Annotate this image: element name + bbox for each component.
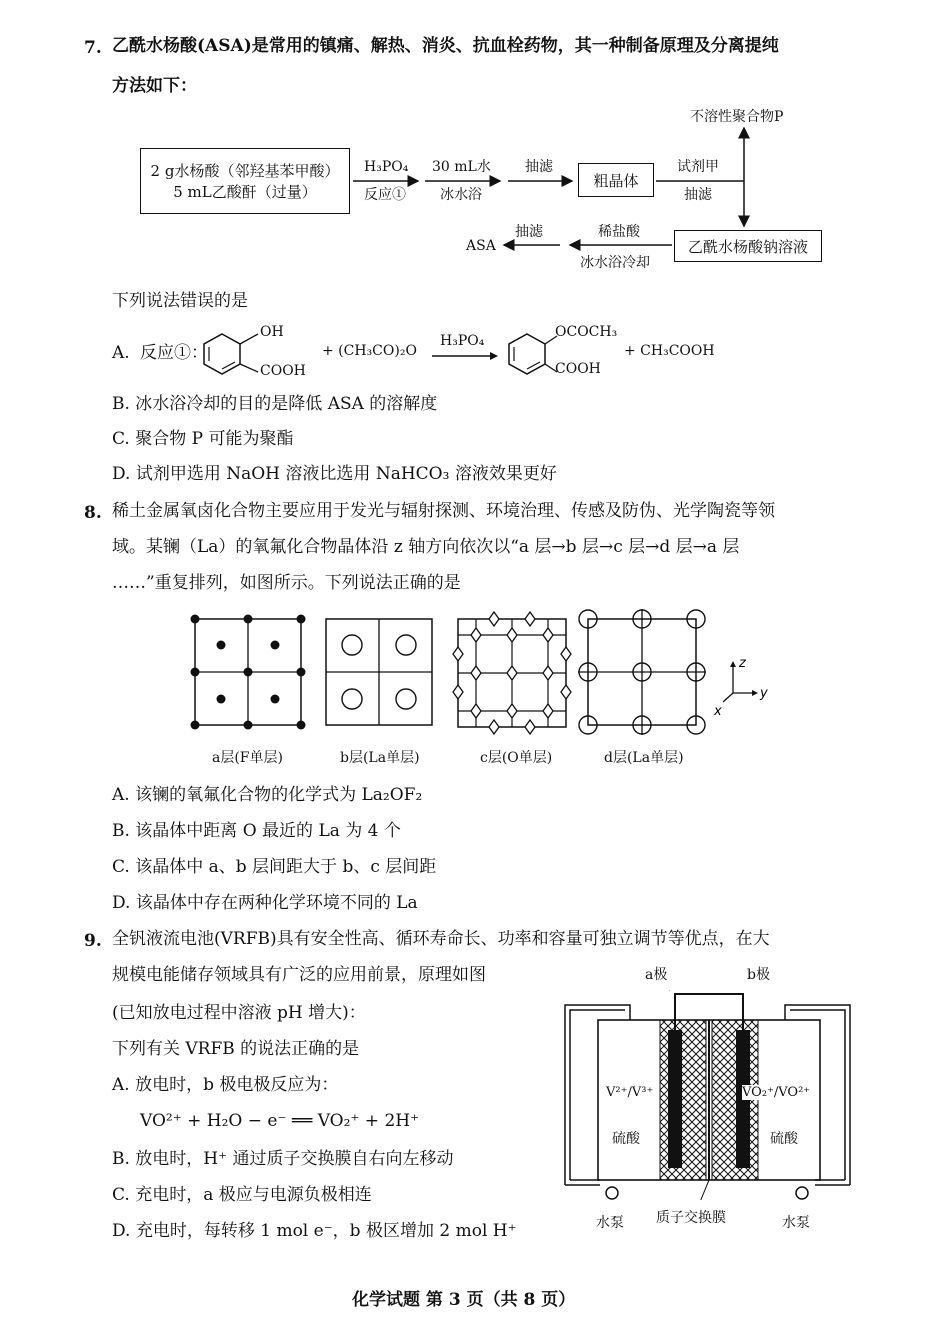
q9-option-c: C. 充电时，a 极应与电源负极相连 bbox=[112, 1185, 372, 1205]
axis-z: z bbox=[739, 656, 746, 671]
q7-option-a-label: A. bbox=[112, 343, 130, 363]
aspirin-ococh3: OCOCH₃ bbox=[555, 324, 618, 340]
flow-start-line2: 5 mL乙酸酐（过量） bbox=[173, 183, 317, 201]
flow-step4-bottom: 抽滤 bbox=[684, 187, 712, 203]
flow-step1-top: H₃PO₄ bbox=[364, 159, 409, 175]
flow-step6-top: 抽滤 bbox=[515, 224, 543, 240]
vrfb-right-acid: 硫酸 bbox=[770, 1131, 798, 1147]
flow-step4-top: 试剂甲 bbox=[677, 159, 719, 175]
q7-stem-line1: 乙酰水杨酸(ASA)是常用的镇痛、解热、消炎、抗血栓药物，其一种制备原理及分离提纯 bbox=[112, 36, 779, 56]
q7-question: 下列说法错误的是 bbox=[112, 291, 248, 311]
flow-step2-top: 30 mL水 bbox=[432, 159, 491, 175]
reaction-catalyst: H₃PO₄ bbox=[440, 333, 485, 349]
layer-b-caption: b层(La单层) bbox=[340, 750, 420, 766]
salicylic-oh: OH bbox=[260, 324, 284, 340]
vrfb-left-acid: 硫酸 bbox=[612, 1131, 640, 1147]
layer-a-caption: a层(F单层) bbox=[212, 750, 283, 766]
flow-step5-top: 稀盐酸 bbox=[598, 224, 640, 240]
flow-step1-bottom: 反应① bbox=[364, 187, 406, 203]
q9-option-d: D. 充电时，每转移 1 mol e⁻，b 极区增加 2 mol H⁺ bbox=[112, 1221, 517, 1241]
layer-c-caption: c层(O单层) bbox=[480, 750, 553, 766]
layer-b-grid bbox=[326, 619, 432, 725]
axis-y: y bbox=[760, 686, 768, 701]
vrfb-right-couple: VO₂⁺/VO²⁺ bbox=[742, 1085, 811, 1100]
flow-crude-box: 粗晶体 bbox=[578, 163, 654, 197]
vrfb-a-pole: a极 bbox=[645, 967, 668, 983]
q9-question: 下列有关 VRFB 的说法正确的是 bbox=[112, 1039, 360, 1059]
vrfb-pump-right: 水泵 bbox=[782, 1215, 810, 1231]
vrfb-b-pole: b极 bbox=[747, 967, 770, 983]
q9-option-a-equation: VO²⁺ + H₂O − e⁻ ══ VO₂⁺ + 2H⁺ bbox=[140, 1111, 420, 1131]
q9-stem-line1: 全钒液流电池(VRFB)具有安全性高、循环寿命长、功率和容量可独立调节等优点，在大 bbox=[112, 929, 770, 949]
q7-option-a-text: 反应①： bbox=[140, 343, 208, 363]
q8-stem-line2: 域。某镧（La）的氧氟化合物晶体沿 z 轴方向依次以“a 层→b 层→c 层→d 层→a 层 bbox=[112, 537, 740, 557]
q9-option-a: A. 放电时，b 极电极反应为： bbox=[112, 1075, 339, 1095]
page-footer: 化学试题 第 3 页（共 8 页） bbox=[352, 1290, 576, 1310]
aspirin-cooh: COOH bbox=[555, 361, 601, 377]
vrfb-pump-left: 水泵 bbox=[596, 1215, 624, 1231]
acetic-anhydride: + (CH₃CO)₂O bbox=[322, 343, 417, 359]
q7-option-c: C. 聚合物 P 可能为聚酯 bbox=[112, 429, 294, 449]
layer-a-grid bbox=[191, 615, 306, 730]
vrfb-left-couple: V²⁺/V³⁺ bbox=[606, 1085, 654, 1100]
q8-option-d: D. 该晶体中存在两种化学环境不同的 La bbox=[112, 893, 418, 913]
flow-step5-bottom: 冰水浴冷却 bbox=[580, 255, 650, 271]
q7-option-d: D. 试剂甲选用 NaOH 溶液比选用 NaHCO₃ 溶液效果更好 bbox=[112, 464, 557, 484]
flow-insoluble-polymer: 不溶性聚合物P bbox=[690, 109, 784, 125]
q9-stem-line3: (已知放电过程中溶液 pH 增大)： bbox=[112, 1003, 366, 1023]
layer-d-grid bbox=[578, 609, 706, 735]
crystal-layers-figure bbox=[180, 605, 780, 740]
flow-step2-bottom: 冰水浴 bbox=[440, 187, 482, 203]
q9-number: 9. bbox=[84, 931, 102, 951]
flow-step3-top: 抽滤 bbox=[525, 159, 553, 175]
salicylic-cooh: COOH bbox=[260, 363, 306, 379]
flow-product-asa: ASA bbox=[466, 238, 496, 254]
reaction-arrow bbox=[430, 350, 502, 362]
q8-stem-line1: 稀土金属氧卤化合物主要应用于发光与辐射探测、环境治理、传感及防伪、光学陶瓷等领 bbox=[112, 501, 775, 521]
flow-start-line1: 2 g水杨酸（邻羟基苯甲酸） bbox=[150, 162, 340, 180]
flow-sodium-salt-box: 乙酰水杨酸钠溶液 bbox=[674, 230, 822, 262]
q8-option-b: B. 该晶体中距离 O 最近的 La 为 4 个 bbox=[112, 821, 401, 841]
q8-option-c: C. 该晶体中 a、b 层间距大于 b、c 层间距 bbox=[112, 857, 437, 877]
acetic-acid: + CH₃COOH bbox=[624, 343, 715, 359]
axis-x: x bbox=[714, 704, 722, 719]
layer-c-grid bbox=[453, 612, 571, 734]
vrfb-diagram bbox=[560, 990, 860, 1200]
q8-option-a: A. 该镧的氧氟化合物的化学式为 La₂OF₂ bbox=[112, 785, 423, 805]
q7-number: 7. bbox=[84, 38, 102, 58]
q7-option-b: B. 冰水浴冷却的目的是降低 ASA 的溶解度 bbox=[112, 394, 438, 414]
q8-number: 8. bbox=[84, 503, 102, 523]
q8-stem-line3: ……”重复排列，如图所示。下列说法正确的是 bbox=[112, 573, 461, 593]
layer-d-caption: d层(La单层) bbox=[604, 750, 684, 766]
q9-option-b: B. 放电时，H⁺ 通过质子交换膜自右向左移动 bbox=[112, 1149, 454, 1169]
q9-stem-line2: 规模电能储存领域具有广泛的应用前景，原理如图 bbox=[112, 965, 486, 985]
q7-stem-line2: 方法如下： bbox=[112, 76, 197, 96]
vrfb-membrane-label: 质子交换膜 bbox=[656, 1210, 726, 1226]
